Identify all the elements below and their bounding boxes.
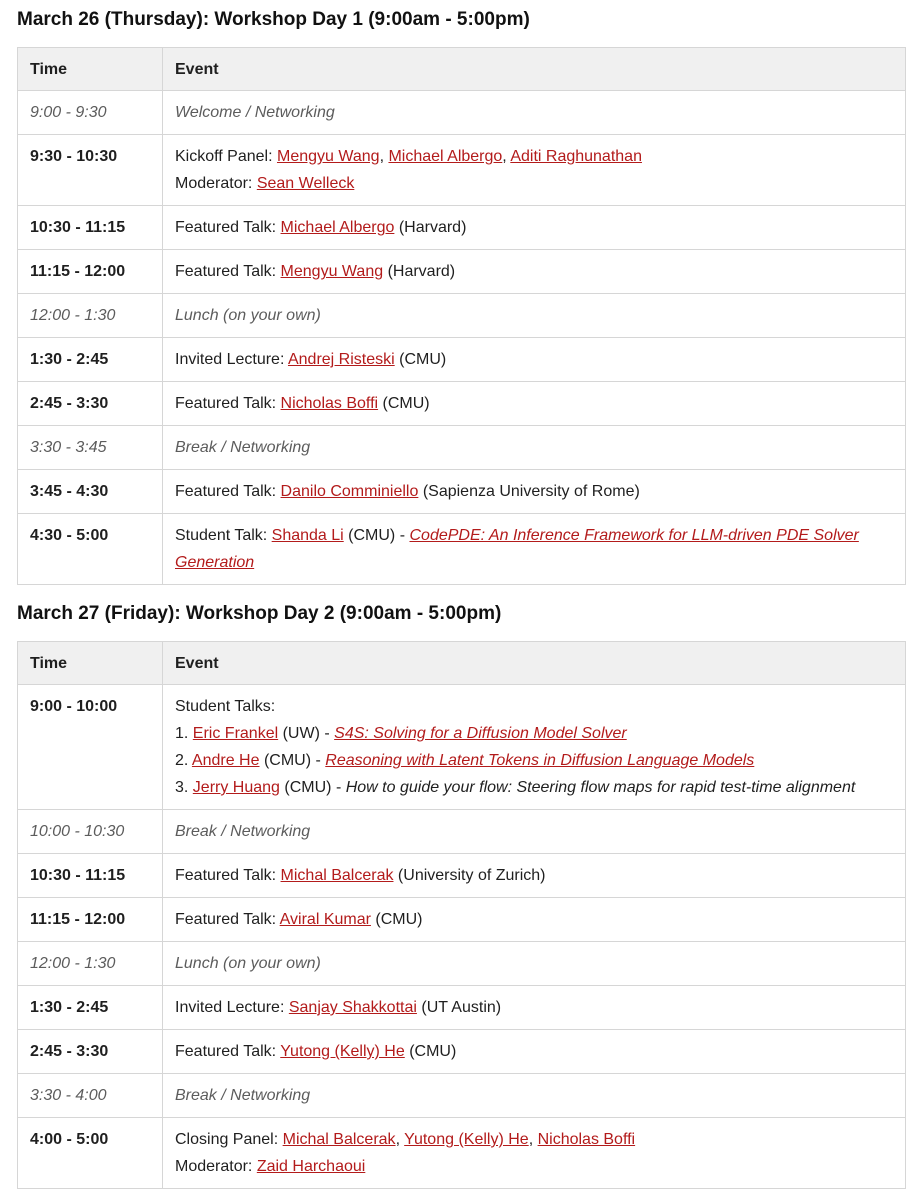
event-line <box>175 1038 893 1065</box>
time-cell: 9:30 - 10:30 <box>18 135 163 206</box>
event-text: 1. <box>175 725 193 742</box>
talk-title: How to guide your flow: Steering flow maps for rapid test-time alignment <box>345 779 856 796</box>
speaker-link[interactable]: Aditi Raghunathan <box>510 148 642 165</box>
event-text: (CMU) <box>378 395 430 412</box>
paper-link[interactable]: S4S: Solving for a Diffusion Model Solver <box>334 725 627 742</box>
schedule-row <box>18 514 906 585</box>
event-line <box>175 950 893 977</box>
event-text: (CMU) <box>404 1043 457 1060</box>
speaker-link[interactable]: Jerry Huang <box>192 779 280 796</box>
speaker-link[interactable]: Nicholas Boffi <box>280 395 379 412</box>
event-cell <box>163 942 906 986</box>
event-column-header: Event <box>163 48 906 91</box>
schedule-row <box>18 942 906 986</box>
event-line <box>175 434 893 461</box>
schedule-row <box>18 382 906 426</box>
speaker-link[interactable]: Aviral Kumar <box>279 911 371 928</box>
event-line <box>175 522 893 576</box>
time-cell: 1:30 - 2:45 <box>18 338 163 382</box>
event-line <box>175 693 893 720</box>
event-cell <box>163 1118 906 1189</box>
paper-link[interactable]: CodePDE: An Inference Framework for LLM-driven PDE Solver Generation <box>175 527 859 571</box>
event-text: 3. <box>175 779 193 796</box>
event-cell <box>163 1074 906 1118</box>
event-text: (University of Zurich) <box>393 867 546 884</box>
event-line <box>175 1126 893 1153</box>
day2-schedule-table <box>17 641 906 1189</box>
event-text: Kickoff Panel: <box>175 148 277 165</box>
event-text: (Sapienza University of Rome) <box>418 483 640 500</box>
schedule-row <box>18 1074 906 1118</box>
day2-heading: March 27 (Friday): Workshop Day 2 (9:00am - 5:00pm) <box>17 603 502 624</box>
event-text: (CMU) - <box>259 752 326 769</box>
event-line <box>175 390 893 417</box>
event-cell <box>163 338 906 382</box>
event-text: Break / Networking <box>175 439 311 456</box>
event-text: Featured Talk: <box>175 263 281 280</box>
schedule-row <box>18 810 906 854</box>
table-header-row <box>18 48 906 91</box>
speaker-link[interactable]: Zaid Harchaoui <box>256 1158 366 1175</box>
event-text: Featured Talk: <box>175 867 281 884</box>
time-cell: 3:30 - 4:00 <box>18 1074 163 1118</box>
event-text: (CMU) <box>394 351 447 368</box>
event-text: Moderator: <box>175 175 257 192</box>
time-cell: 4:30 - 5:00 <box>18 514 163 585</box>
time-cell: 2:45 - 3:30 <box>18 1030 163 1074</box>
event-text: Featured Talk: <box>175 483 281 500</box>
event-line <box>175 258 893 285</box>
event-line <box>175 994 893 1021</box>
event-text: Featured Talk: <box>175 219 281 236</box>
schedule-row <box>18 854 906 898</box>
speaker-link[interactable]: Michal Balcerak <box>282 1131 396 1148</box>
time-cell: 10:30 - 11:15 <box>18 854 163 898</box>
event-cell <box>163 810 906 854</box>
time-cell: 3:30 - 3:45 <box>18 426 163 470</box>
event-cell <box>163 426 906 470</box>
event-line <box>175 143 893 170</box>
event-line <box>175 906 893 933</box>
time-cell: 11:15 - 12:00 <box>18 250 163 294</box>
event-line <box>175 478 893 505</box>
schedule-row <box>18 685 906 810</box>
day1-heading: March 26 (Thursday): Workshop Day 1 (9:00am - 5:00pm) <box>17 9 530 30</box>
event-line <box>175 170 893 197</box>
event-cell <box>163 382 906 426</box>
event-column-header: Event <box>163 642 906 685</box>
time-column-header: Time <box>18 642 163 685</box>
event-line <box>175 862 893 889</box>
event-line <box>175 1082 893 1109</box>
event-text: , <box>395 1131 405 1148</box>
event-text: Welcome / Networking <box>175 104 335 121</box>
event-text: Moderator: <box>175 1158 257 1175</box>
schedule-row <box>18 986 906 1030</box>
schedule-row <box>18 250 906 294</box>
event-cell <box>163 986 906 1030</box>
speaker-link[interactable]: Shanda Li <box>271 527 344 544</box>
speaker-link[interactable]: Sanjay Shakkottai <box>288 999 417 1016</box>
speaker-link[interactable]: Andre He <box>191 752 260 769</box>
event-cell <box>163 294 906 338</box>
speaker-link[interactable]: Michael Albergo <box>280 219 395 236</box>
speaker-link[interactable]: Danilo Comminiello <box>280 483 419 500</box>
event-line <box>175 774 893 801</box>
event-line <box>175 302 893 329</box>
event-cell <box>163 514 906 585</box>
time-cell: 10:30 - 11:15 <box>18 206 163 250</box>
event-text: Invited Lecture: <box>175 999 289 1016</box>
paper-link[interactable]: Reasoning with Latent Tokens in Diffusion Language Models <box>325 752 755 769</box>
event-text: (Harvard) <box>394 219 467 236</box>
event-text: , <box>502 148 511 165</box>
event-line <box>175 214 893 241</box>
event-text: (CMU) <box>370 911 423 928</box>
time-cell: 1:30 - 2:45 <box>18 986 163 1030</box>
time-cell: 3:45 - 4:30 <box>18 470 163 514</box>
event-text: Closing Panel: <box>175 1131 283 1148</box>
event-cell <box>163 91 906 135</box>
speaker-link[interactable]: Michal Balcerak <box>280 867 394 884</box>
event-text: Featured Talk: <box>175 395 281 412</box>
schedule-row <box>18 338 906 382</box>
speaker-link[interactable]: Sean Welleck <box>256 175 355 192</box>
event-text: , <box>379 148 389 165</box>
event-line <box>175 346 893 373</box>
event-line <box>175 747 893 774</box>
time-cell: 10:00 - 10:30 <box>18 810 163 854</box>
schedule-row <box>18 206 906 250</box>
time-cell: 9:00 - 9:30 <box>18 91 163 135</box>
event-line <box>175 99 893 126</box>
speaker-link[interactable]: Andrej Risteski <box>287 351 395 368</box>
event-text: Student Talk: <box>175 527 272 544</box>
event-text: , <box>528 1131 538 1148</box>
schedule-row <box>18 294 906 338</box>
event-text: (CMU) - <box>343 527 410 544</box>
day2-rows <box>18 685 906 1189</box>
speaker-link[interactable]: Nicholas Boffi <box>537 1131 636 1148</box>
event-cell <box>163 250 906 294</box>
event-text: Lunch (on your own) <box>175 307 321 324</box>
event-text: (UW) - <box>278 725 335 742</box>
time-cell: 9:00 - 10:00 <box>18 685 163 810</box>
event-text: Invited Lecture: <box>175 351 288 368</box>
event-text: Featured Talk: <box>175 911 280 928</box>
event-line <box>175 720 893 747</box>
schedule-row <box>18 91 906 135</box>
speaker-link[interactable]: Mengyu Wang <box>280 263 384 280</box>
event-cell <box>163 898 906 942</box>
event-cell <box>163 854 906 898</box>
event-cell <box>163 135 906 206</box>
event-line <box>175 1153 893 1180</box>
schedule-row <box>18 470 906 514</box>
event-cell <box>163 1030 906 1074</box>
speaker-link[interactable]: Yutong (Kelly) He <box>280 1043 405 1060</box>
time-cell: 11:15 - 12:00 <box>18 898 163 942</box>
time-cell: 12:00 - 1:30 <box>18 942 163 986</box>
event-text: Student Talks: <box>175 698 276 715</box>
event-text: Break / Networking <box>175 1087 311 1104</box>
schedule-row <box>18 898 906 942</box>
event-text: (Harvard) <box>383 263 456 280</box>
schedule-row <box>18 426 906 470</box>
event-text: Featured Talk: <box>175 1043 281 1060</box>
speaker-link[interactable]: Eric Frankel <box>192 725 279 742</box>
event-text: Lunch (on your own) <box>175 955 321 972</box>
time-column-header: Time <box>18 48 163 91</box>
event-text: (CMU) - <box>279 779 346 796</box>
event-text: (UT Austin) <box>416 999 502 1016</box>
event-cell <box>163 206 906 250</box>
schedule-row <box>18 1030 906 1074</box>
time-cell: 2:45 - 3:30 <box>18 382 163 426</box>
speaker-link[interactable]: Yutong (Kelly) He <box>404 1131 529 1148</box>
time-cell: 12:00 - 1:30 <box>18 294 163 338</box>
event-text: Break / Networking <box>175 823 311 840</box>
schedule-row <box>18 135 906 206</box>
schedule-row <box>18 1118 906 1189</box>
day1-rows <box>18 91 906 585</box>
event-cell <box>163 470 906 514</box>
speaker-link[interactable]: Michael Albergo <box>388 148 503 165</box>
speaker-link[interactable]: Mengyu Wang <box>276 148 380 165</box>
time-cell: 4:00 - 5:00 <box>18 1118 163 1189</box>
event-text: 2. <box>175 752 192 769</box>
event-cell <box>163 685 906 810</box>
day1-schedule-table <box>17 47 906 585</box>
table-header-row <box>18 642 906 685</box>
event-line <box>175 818 893 845</box>
